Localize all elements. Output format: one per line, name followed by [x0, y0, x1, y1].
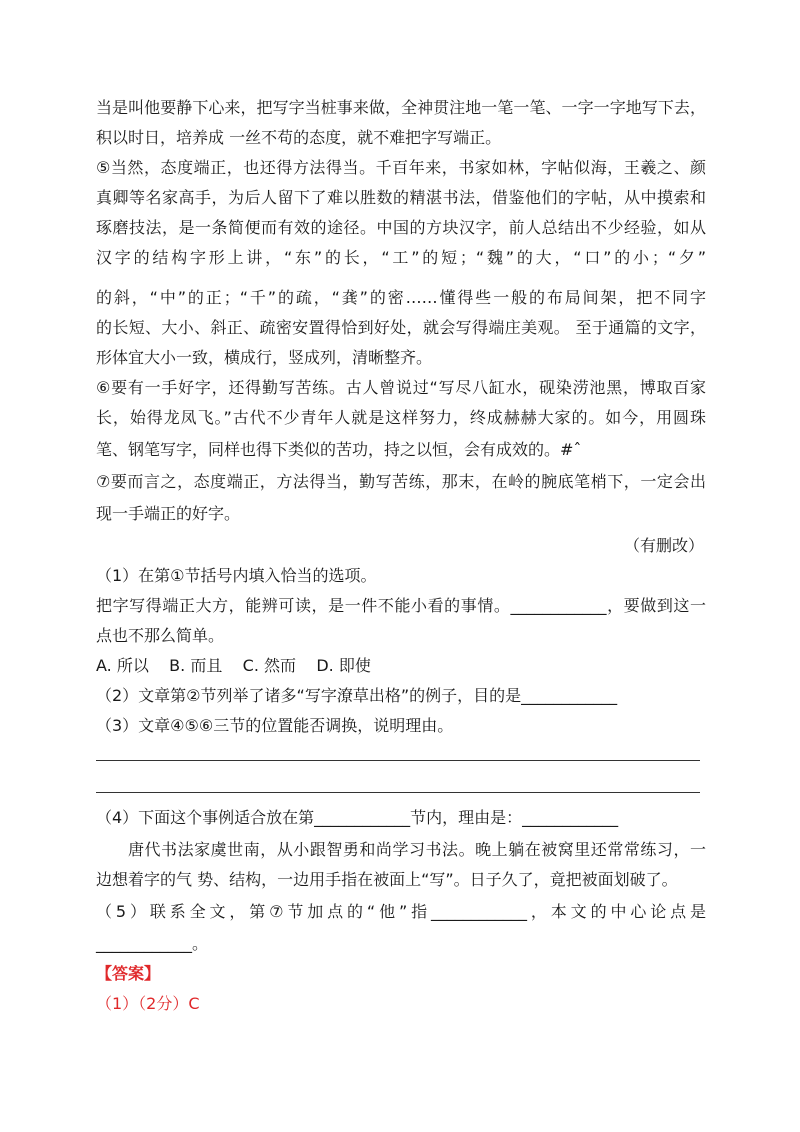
passage-p6-line-1: ⑥要有一手好字，还得勤写苦练。古人曾说过“写尽八缸水，砚染涝池黑，博取百家 — [96, 378, 706, 397]
answer-line-1 — [96, 760, 700, 761]
question-4-example-line-2: 边想着字的气 势、结构，一边用手指在被面上“写”。日子久了，竟把被面划破了。 — [96, 870, 678, 889]
question-1-stem-line-1: 把字写得端正大方，能辨可读，是一件不能小看的事情。____________，要做到这一 — [96, 596, 706, 615]
source-note: （有删改） — [623, 536, 704, 555]
passage-p5-line-4: 汉字的结构字形上讲，“东”的长，“工”的短；“魏”的大，“口”的小；“夕” — [96, 248, 706, 267]
question-1-options: A. 所以 B. 而且 C. 然而 D. 即使 — [96, 656, 371, 675]
question-1-label: （1）在第①节括号内填入恰当的选项。 — [96, 566, 377, 585]
question-4: （4）下面这个事例适合放在第____________节内，理由是：____________ — [96, 808, 619, 827]
answer-heading: 【答案】 — [96, 964, 161, 983]
passage-p4-line-1: 当是叫他要静下心来，把写字当桩事来做，全神贯注地一笔一笔、一字一字地写下去， — [96, 98, 706, 117]
question-2: （2）文章第②节列举了诸多“写字潦草出格”的例子，目的是____________ — [96, 686, 618, 705]
passage-p5-line-1: ⑤当然，态度端正，也还得方法得当。千百年来，书家如林，字帖似海，王羲之、颜 — [96, 158, 706, 177]
passage-p5-line-3: 琢磨技法，是一条简便而有效的途径。中国的方块汉字，前人总结出不少经验，如从 — [96, 218, 706, 237]
passage-p6-line-2: 长，始得龙凤飞。”古代不少青年人就是这样努力，终成赫赫大家的。如今，用圆珠 — [96, 408, 706, 427]
answer-1: （1）（2分）C — [96, 994, 200, 1013]
passage-p5-line-2: 真卿等名家高手，为后人留下了难以胜数的精湛书法，借鉴他们的字帖，从中摸索和 — [96, 188, 706, 207]
passage-p5-line-7: 形体宜大小一致，横成行，竖成列，清晰整齐。 — [96, 348, 433, 367]
question-5-line-1: （5）联系全文，第⑦节加点的“他”指____________，本文的中心论点是 — [96, 902, 706, 921]
passage-p5-line-5: 的斜，“中”的正；“千”的疏，“龚”的密……懂得些一般的布局间架，把不同字 — [96, 288, 706, 307]
passage-p5-line-6: 的长短、大小、斜正、疏密安置得恰到好处，就会写得端庄美观。 至于通篇的文字， — [96, 318, 706, 337]
passage-p4-line-2: 积以时日，培养成 一丝不苟的态度，就不难把字写端正。 — [96, 128, 502, 147]
passage-p7-line-2: 现一手端正的好字。 — [96, 504, 241, 523]
question-5-line-2: ____________。 — [96, 934, 209, 953]
question-3: （3）文章④⑤⑥三节的位置能否调换，说明理由。 — [96, 716, 454, 735]
passage-p7-line-1: ⑦要而言之，态度端正，方法得当，勤写苦练，那末，在岭的腕底笔梢下，一定会出 — [96, 472, 706, 491]
question-4-example-line-1: 唐代书法家虞世南，从小跟智勇和尚学习书法。晚上躺在被窝里还常常练习，一 — [128, 840, 706, 859]
question-1-stem-line-2: 点也不那么简单。 — [96, 626, 225, 645]
answer-line-2 — [96, 792, 700, 793]
passage-p6-line-3: 笔、钢笔写字，同样也得下类似的苦功，持之以恒，会有成效的。#ˆ — [96, 440, 582, 459]
